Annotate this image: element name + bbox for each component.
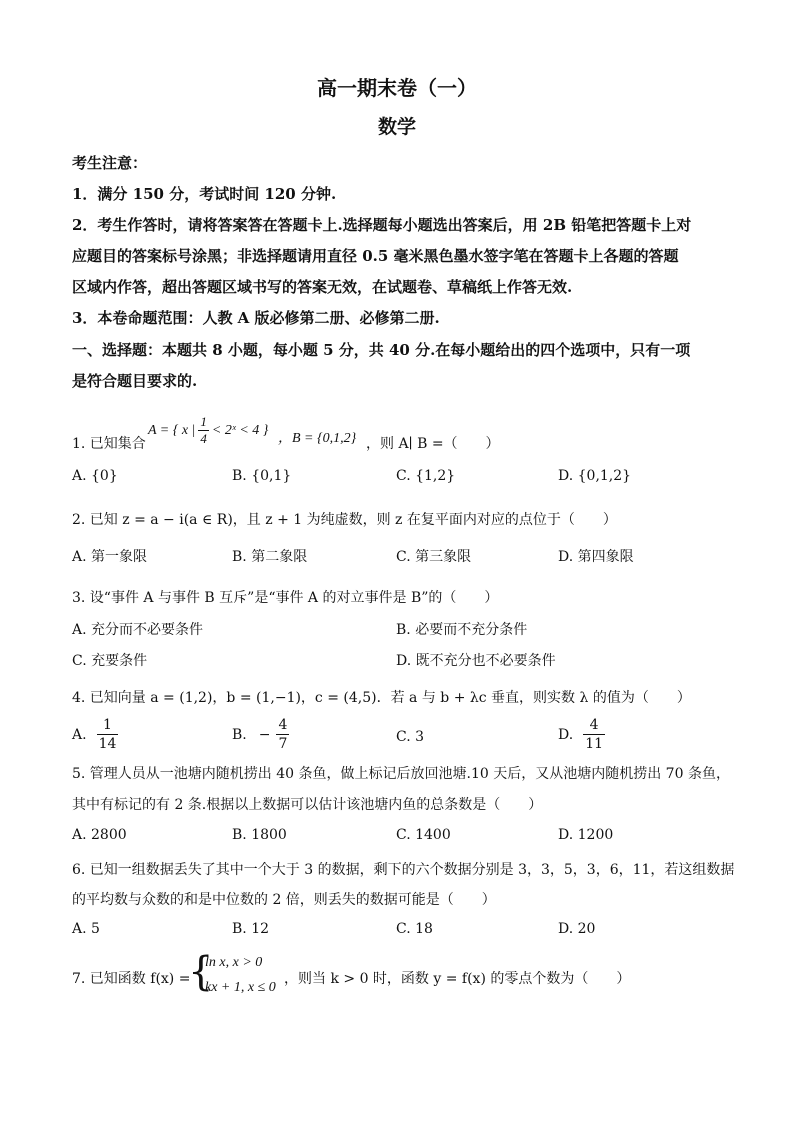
q3-option-a[interactable]: A. 充分而不必要条件 (72, 622, 204, 638)
notice-item-3: 3．本卷命题范围：人教 A 版必修第二册、必修第二册. (72, 309, 440, 327)
q5-stem-line-2: 其中有标记的有 2 条.根据以上数据可以估计该池塘内鱼的总条数是（ ） (72, 797, 543, 813)
q3-option-b[interactable]: B. 必要而不充分条件 (396, 622, 528, 638)
q7-prefix: 7. 已知函数 f(x) = (72, 971, 191, 987)
q4-option-a[interactable] (72, 716, 118, 753)
q1-set-a (148, 414, 268, 447)
exam-title: 高一期末卷（一） (317, 76, 477, 100)
q3-option-d[interactable]: D. 既不充分也不必要条件 (396, 653, 556, 669)
section-heading-line-1: 一、选择题：本题共 8 小题，每小题 5 分，共 40 分.在每小题给出的四个选项中，只有一项 (72, 341, 691, 359)
q7-case-1: ln x, x > 0 (205, 955, 263, 970)
q1-option-d[interactable]: D. {0,1,2} (558, 468, 632, 484)
q4-option-b-fraction (276, 716, 289, 753)
q5-option-a[interactable]: A. 2800 (72, 827, 127, 843)
q4-option-d-num: 4 (583, 716, 605, 735)
q4-option-a-den: 14 (98, 736, 117, 752)
q6-option-a[interactable]: A. 5 (72, 921, 100, 937)
notice-heading: 考生注意： (72, 154, 148, 172)
q7-case-2: kx + 1, x ≤ 0 (205, 980, 276, 995)
q4-option-a-label: A. (72, 726, 87, 743)
q4-option-d-label: D. (558, 726, 574, 743)
q5-option-c[interactable]: C. 1400 (396, 827, 451, 843)
q4-option-d[interactable] (558, 716, 605, 753)
q2-option-b[interactable]: B. 第二象限 (232, 549, 308, 565)
q1-ask: ，则 A∣ B =（ ） (366, 436, 500, 452)
q1-set-a-cond: < 2ˣ < 4 } (211, 422, 269, 438)
q1-prefix: 1. 已知集合 (72, 436, 146, 452)
subject-title: 数学 (377, 116, 416, 138)
q7-suffix: ，则当 k > 0 时，函数 y = f(x) 的零点个数为（ ） (284, 971, 631, 987)
q4-option-b-den: 7 (278, 736, 288, 752)
q1-fraction-den: 4 (200, 431, 207, 446)
q5-option-b[interactable]: B. 1800 (232, 827, 287, 843)
piecewise-brace: { (188, 949, 214, 995)
q4-option-a-num: 1 (97, 716, 119, 735)
q2-stem: 2. 已知 z = a − i(a ∈ R)，且 z + 1 为纯虚数，则 z 在复平面内对应的点位于（ ） (72, 512, 617, 528)
q6-option-b[interactable]: B. 12 (232, 921, 270, 937)
q2-option-d[interactable]: D. 第四象限 (558, 549, 634, 565)
q5-stem-line-1: 5. 管理人员从一池塘内随机捞出 40 条鱼，做上标记后放回池塘.10 天后，又从池塘内随机捞出 70 条鱼， (72, 766, 730, 782)
q4-option-d-fraction (583, 716, 605, 753)
q1-fraction (198, 414, 209, 447)
q3-stem: 3. 设“事件 A 与事件 B 互斥”是“事件 A 的对立事件是 B”的（ ） (72, 590, 499, 606)
notice-item-2-line-3: 区域内作答，超出答题区域书写的答案无效，在试题卷、草稿纸上作答无效. (72, 278, 573, 296)
q4-option-d-den: 11 (585, 736, 604, 752)
q3-option-c[interactable]: C. 充要条件 (72, 653, 148, 669)
q6-option-d[interactable]: D. 20 (558, 921, 596, 937)
q6-stem-line-1: 6. 已知一组数据丢失了其中一个大于 3 的数据，剩下的六个数据分别是 3，3，5，3，6，11，若这组数据 (72, 862, 735, 878)
q5-option-d[interactable]: D. 1200 (558, 827, 614, 843)
q1-option-b[interactable]: B. {0,1} (232, 468, 292, 484)
q4-option-b[interactable] (232, 716, 289, 753)
q4-option-b-label: B. (232, 726, 247, 743)
q4-stem: 4. 已知向量 a = (1,2)，b = (1,−1)，c = (4,5)．若 a 与 b + λc 垂直，则实数 λ 的值为（ ） (72, 690, 691, 706)
q1-option-a[interactable]: A. {0} (72, 468, 118, 484)
q4-option-b-sign: − (258, 726, 271, 743)
q1-option-c[interactable]: C. {1,2} (396, 468, 456, 484)
q1-set-a-lead: A = { x | (148, 422, 196, 438)
q4-option-b-num: 4 (278, 717, 288, 733)
q6-stem-line-2: 的平均数与众数的和是中位数的 2 倍，则丢失的数据可能是（ ） (72, 892, 496, 908)
q6-option-c[interactable]: C. 18 (396, 921, 433, 937)
section-heading-line-2: 是符合题目要求的. (72, 372, 198, 390)
q1-set-b: ，B = {0,1,2} (278, 431, 357, 446)
q4-option-a-fraction (97, 716, 119, 753)
q2-option-a[interactable]: A. 第一象限 (72, 549, 148, 565)
notice-item-2-line-1: 2．考生作答时，请将答案答在答题卡上.选择题每小题选出答案后，用 2B 铅笔把答题卡上对 (72, 216, 692, 234)
notice-item-1: 1．满分 150 分，考试时间 120 分钟. (72, 185, 337, 203)
q2-option-c[interactable]: C. 第三象限 (396, 549, 472, 565)
q4-option-c[interactable]: C. 3 (396, 729, 425, 745)
notice-item-2-line-2: 应题目的答案标号涂黑；非选择题请用直径 0.5 毫米黑色墨水签字笔在答题卡上各题的答题 (72, 247, 679, 265)
q1-fraction-num: 1 (200, 414, 207, 429)
